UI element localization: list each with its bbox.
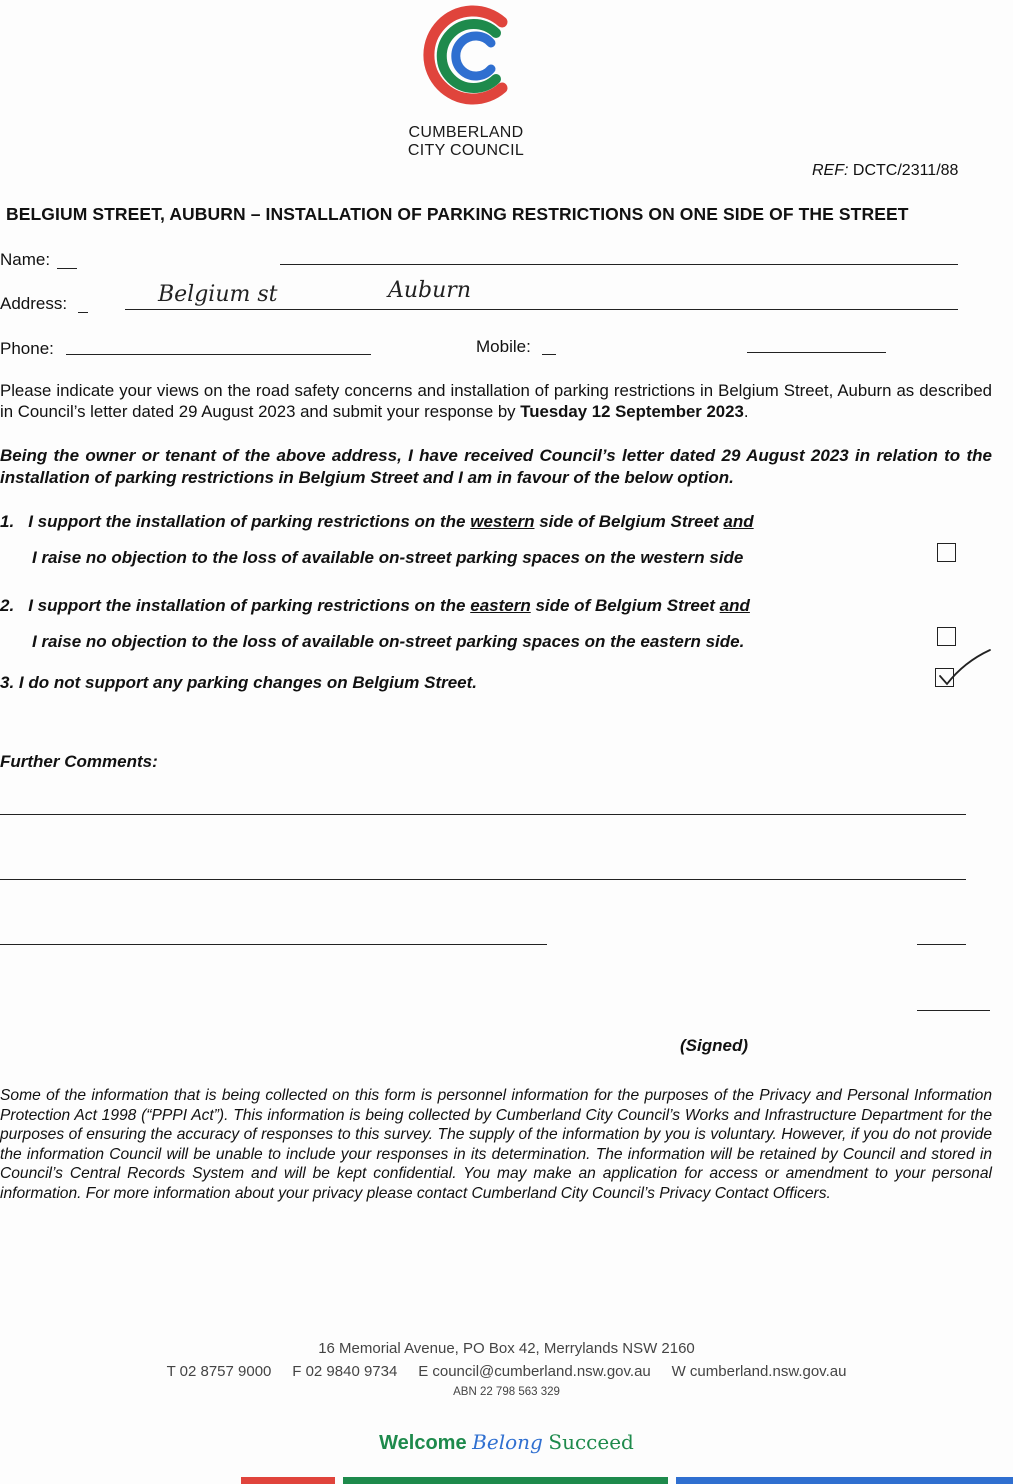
option-2-line1 <box>0 596 750 616</box>
footer-email[interactable]: E council@cumberland.nsw.gov.au <box>418 1363 651 1380</box>
council-name-line2: CITY COUNCIL <box>407 142 525 159</box>
address-field[interactable] <box>125 309 958 310</box>
comments-line-2[interactable] <box>0 879 966 880</box>
intro-paragraph <box>0 380 992 422</box>
form-title: BELGIUM STREET, AUBURN – INSTALLATION OF PARKING RESTRICTIONS ON ONE SIDE OF THE STREET <box>6 204 909 224</box>
checkmark-icon <box>932 646 994 696</box>
footer-bar-red <box>241 1477 335 1484</box>
phone-field[interactable] <box>66 354 371 355</box>
intro-deadline: Tuesday 12 September 2023 <box>520 402 744 421</box>
option-2-number: 2. <box>0 596 15 615</box>
option-2-text-mid: side of Belgium Street <box>530 596 720 615</box>
signed-label: (Signed) <box>680 1036 748 1055</box>
option-2-checkbox[interactable] <box>937 627 956 646</box>
ref-value: DCTC/2311/88 <box>852 162 959 179</box>
mobile-line-short <box>542 354 556 355</box>
footer-address: 16 Memorial Avenue, PO Box 42, Merrylands NSW 2160 <box>318 1340 695 1357</box>
address-handwritten-street: Belgium st <box>158 282 278 307</box>
tagline-belong: Belong <box>472 1430 543 1454</box>
owner-statement: Being the owner or tenant of the above address, I have received Council’s letter dated 29 August 2023 in relation to the installation of parking restrictions in Belgium Street and I am in favour of the below option. <box>0 446 992 487</box>
comments-line-3[interactable] <box>0 944 547 945</box>
option-1-and: and <box>723 512 754 531</box>
phone-label: Phone: <box>0 339 54 358</box>
address-label: Address: <box>0 294 68 313</box>
option-3-text: I do not support any parking changes on Belgium Street. <box>18 673 478 692</box>
ref-label: REF: <box>812 162 849 179</box>
option-2-line2: I raise no objection to the loss of available on-street parking spaces on the eastern side. <box>32 632 745 651</box>
mobile-label: Mobile: <box>476 337 531 356</box>
option-1-checkbox[interactable] <box>937 543 956 562</box>
footer-phone: T 02 8757 9000 <box>166 1363 272 1380</box>
option-1-line1 <box>0 512 754 532</box>
footer-contacts <box>0 1363 1013 1380</box>
comments-line-3-end <box>917 944 966 945</box>
option-2-side: eastern <box>470 596 531 615</box>
option-3 <box>0 673 477 693</box>
footer-bar-green <box>343 1477 668 1484</box>
option-1-text-pre: I support the installation of parking restrictions on the <box>28 512 471 531</box>
option-3-number: 3. <box>0 673 15 692</box>
footer-bar-blue <box>676 1477 1013 1484</box>
council-logo <box>414 0 514 112</box>
option-1-number: 1. <box>0 512 15 531</box>
tagline-succeed: Succeed <box>548 1430 634 1454</box>
footer-abn: ABN 22 798 563 329 <box>453 1386 560 1398</box>
council-name <box>380 124 552 160</box>
comments-line-1[interactable] <box>0 814 966 815</box>
tagline-welcome: Welcome <box>379 1432 467 1454</box>
option-1-text-mid: side of Belgium Street <box>534 512 724 531</box>
address-line-short <box>78 312 88 313</box>
further-comments-label: Further Comments: <box>0 752 158 771</box>
option-2-text-pre: I support the installation of parking restrictions on the <box>28 596 471 615</box>
mobile-field[interactable] <box>747 352 886 353</box>
council-name-line1: CUMBERLAND <box>408 124 524 141</box>
footer-fax: F 02 9840 9734 <box>292 1363 398 1380</box>
name-field[interactable] <box>280 264 958 265</box>
privacy-notice: Some of the information that is being collected on this form is personnel information for the purposes of the Privacy and Personal Information Protection Act 1998 (“PPPI Act”). This information is being collected by Cumberland City Council’s Works and Infrastructure Department for the purposes of ensuring the accuracy of responses to this survey. The supply of the information by you is voluntary. However, if you do not provide the information Council will be unable to include your responses in its determination. The information will be retained by Council and stored in Council’s Central Records System and will be kept confidential. You may make an application for access or amendment to your personal information. For more information about your privacy please contact Cumberland City Council’s Privacy Contact Officers. <box>0 1087 992 1202</box>
option-1-line2: I raise no objection to the loss of available on-street parking spaces on the western side <box>32 548 744 567</box>
address-handwritten-suburb: Auburn <box>388 278 471 303</box>
option-2-and: and <box>719 596 750 615</box>
option-1-side: western <box>470 512 535 531</box>
footer-web[interactable]: W cumberland.nsw.gov.au <box>671 1363 847 1380</box>
intro-end: . <box>743 402 749 421</box>
name-line-short <box>57 268 77 269</box>
intro-text: Please indicate your views on the road safety concerns and installation of parking restrictions in Belgium Street, Auburn as described in Council’s letter dated 29 August 2023 and submit your response by <box>0 381 992 421</box>
tagline <box>0 1430 1013 1455</box>
name-label: Name: <box>0 250 51 269</box>
signature-line[interactable] <box>917 1010 990 1011</box>
reference <box>812 162 958 180</box>
